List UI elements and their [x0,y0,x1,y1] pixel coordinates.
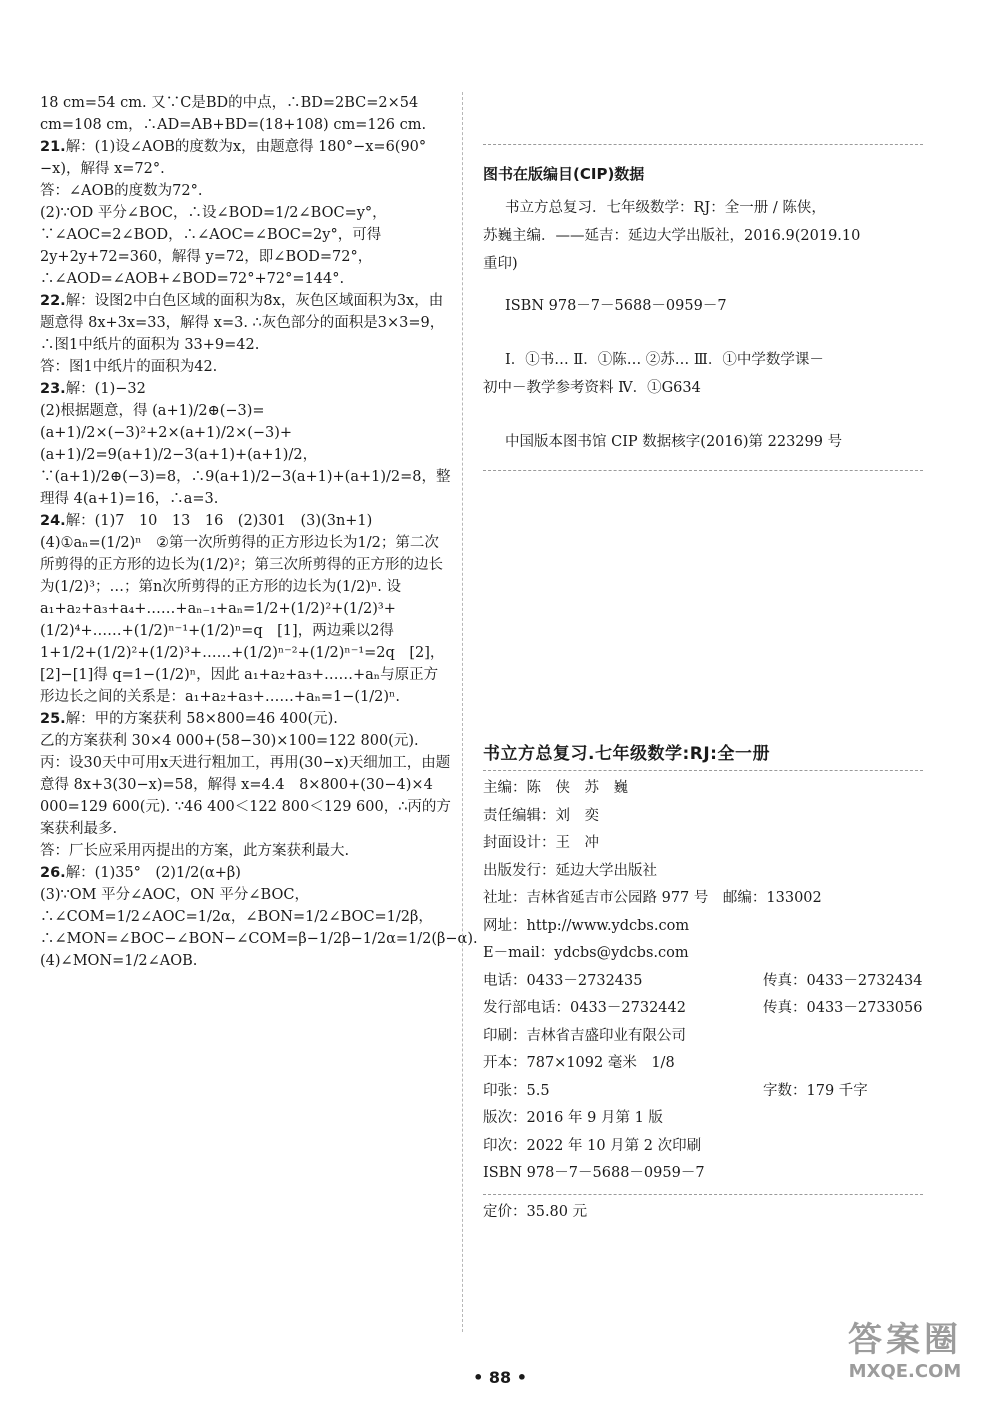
answer-text: 答：∠AOB的度数为72°. [40,183,203,199]
printing-text: 印次：2022 年 10 月第 2 次印刷 [483,1137,702,1154]
question-number: 21. [40,139,66,155]
answer-22 [40,290,452,378]
answer-text: 答：图1中纸片的面积为42. [40,359,218,375]
answer-text: 解：(1)7 10 13 16 (2)301 (3)(3n+1) [65,513,373,529]
email-text: E－mail：ydcbs@ydcbs.com [483,945,689,961]
cip-isbn: ISBN 978－7－5688－0959－7 [505,298,727,314]
answer-text: 答：厂长应采用丙提出的方案，此方案获利最大. [40,843,350,859]
distribution-row [483,995,923,1023]
answer-text: (3)∵OM 平分∠AOC，ON 平分∠BOC，∴∠COM=1/2∠AOC=1/2α，∠BON=1/2∠BOC=1/2β，∴∠MON=∠BOC−∠BON−∠COM=β−1/2β−1/2α=1/2(β−α). [40,887,478,947]
answer-continuation: 18 cm=54 cm. 又∵C是BD的中点，∴BD=2BC=2×54 cm=108 cm，∴AD=AB+BD=(18+108) cm=126 cm. [40,95,427,133]
printing [483,1133,923,1161]
fax-text: 传真：0433－2732434 [763,972,923,989]
answer-text: 解：(1)35° (2)1/2(α+β) [65,865,241,881]
book-title: 书立方总复习.七年级数学:RJ:全一册 [483,744,770,764]
question-number: 26. [40,865,66,881]
distribution-phone-text: 发行部电话：0433－2732442 [483,1000,686,1016]
answer-text: 解：设图2中白色区域的面积为8x，灰色区域面积为3x，由题意得 8x+3x=33，解得 x=3. ∴灰色部分的面积是3×3=9，∴图1中纸片的面积为 33+9=42. [40,293,445,353]
format-text: 开本：787×1092 毫米 1/8 [483,1055,675,1071]
watermark-text: 答案圈 [848,1320,962,1360]
cip-line: 重印) [483,256,518,272]
question-number: 22. [40,293,66,309]
phone-fax-row [483,968,923,996]
printer [483,1023,923,1051]
watermark-logo [820,1320,990,1400]
answer-text: 解：(1)−32 [65,381,146,397]
cip-title: 图书在版编目(CIP)数据 [483,165,645,183]
price-rule [483,1194,923,1195]
answer-text: (4)∠MON=1/2∠AOB. [40,953,198,969]
cip-line: 书立方总复习．七年级数学：RJ：全一册 / 陈侠， [505,200,826,216]
editor-info [483,775,923,803]
question-number: 24. [40,513,66,529]
answer-text: 丙：设30天中可用x天进行粗加工，再用(30−x)天细加工，由题意得 8x+3(30−x)=58，解得 x=4.4 8×800+(30−4)×4 000=129 600(元). ∵46 400＜122 800＜129 600，∴丙的方案获利最多. [40,755,451,837]
answer-text: 乙的方案获利 30×4 000+(58−30)×100=122 800(元). [40,733,419,749]
cover-designer-text: 封面设计：王 冲 [483,835,599,851]
publisher-text: 出版发行：延边大学出版社 [483,862,657,879]
page-number: • 88 • [473,1368,527,1387]
answer-23 [40,378,452,510]
cover-designer [483,830,923,858]
phone-text: 电话：0433－2732435 [483,972,643,989]
cip-record: 中国版本图书馆 CIP 数据核字(2016)第 223299 号 [505,434,843,450]
price [483,1199,923,1227]
answer-text: (2)根据题意，得 (a+1)/2⊕(−3)=(a+1)/2×(−3)²+2×(a+1)/2×(−3)+(a+1)/2=9(a+1)/2−3(a+1)+(a+1)/2，∵(a+1)/2⊕(−3)=8，∴9(a+1)/2−3(a+1)+(a+1)/2=8，整理得 4(a+1)=16，∴a=3. [40,403,451,507]
printer-text: 印刷：吉林省吉盛印业有限公司 [483,1027,686,1044]
isbn [483,1160,923,1188]
watermark-url: MXQE.COM [848,1361,962,1382]
answer-text: 解：甲的方案获利 58×800=46 400(元). [65,711,338,727]
answer-24 [40,510,452,708]
sheets-text: 印张：5.5 [483,1082,550,1099]
answer-25 [40,708,452,862]
answer-column [40,92,478,972]
cip-line: 苏巍主编．——延吉：延边大学出版社，2016.9(2019.10 [483,228,861,244]
price-text: 定价：35.80 元 [483,1203,588,1220]
answer-text: 解：(1)设∠AOB的度数为x，由题意得 180°−x=6(90°−x)，解得 x=72°. [40,139,427,177]
answer-text: (4)①aₙ=(1/2)ⁿ ②第一次所剪得的正方形边长为1/2；第二次所剪得的正方形的边长为(1/2)²；第三次所剪得的正方形的边长为(1/2)³；…；第n次所剪得的正方形的边长为(1/2)ⁿ. 设 a₁+a₂+a₃+a₄+……+aₙ₋₁+aₙ=1/2+(1/2)²+(1/2)³+(1/2)⁴+……+(1/2)ⁿ⁻¹+(1/2)ⁿ=q [1]，两边乘以2得 1+1/2+(1/2)²+(1/2)³+……+(1/2)ⁿ⁻²+(1/2)ⁿ⁻¹=2q [2]，[2]−[1]得 q=1−(1/2)ⁿ，因此 a₁+a₂+a₃+……+aₙ与原正方形边长之间的关系是：a₁+a₂+a₃+……+aₙ=1−(1/2)ⁿ. [40,535,445,705]
cip-classification: 初中－教学参考资料 Ⅳ．①G634 [483,380,701,396]
cip-top-rule [483,144,923,145]
title-rule [483,770,923,771]
address-text: 社址：吉林省延吉市公园路 977 号 邮编：133002 [483,890,822,906]
column-divider [462,92,463,1332]
answer-21 [40,136,452,290]
edition-text: 版次：2016 年 9 月第 1 版 [483,1110,663,1126]
responsible-editor-text: 责任编辑：刘 奕 [483,807,599,824]
website-text: 网址：http://www.ydcbs.com [483,917,690,934]
imprint-column [483,92,923,1226]
isbn-text: ISBN 978－7－5688－0959－7 [483,1165,705,1181]
publisher [483,858,923,886]
words-text: 字数：179 千字 [763,1082,868,1099]
format [483,1050,923,1078]
question-number: 23. [40,381,66,397]
edition [483,1105,923,1133]
email [483,940,923,968]
address [483,885,923,913]
question-number: 25. [40,711,66,727]
sheets-words-row [483,1078,923,1106]
answer-text: (2)∵OD 平分∠BOC，∴设∠BOD=1/2∠BOC=y°，∵∠AOC=2∠BOD，∴∠AOC=∠BOC=2y°，可得 2y+2y+72=360，解得 y=72，即∠BOD=72°，∴∠AOD=∠AOB+∠BOD=72°+72°=144°. [40,205,387,287]
distribution-fax-text: 传真：0433－2733056 [763,1000,923,1016]
website [483,913,923,941]
publication-info [483,739,923,1226]
editor-text: 主编：陈 侠 苏 巍 [483,780,628,796]
cip-block [483,163,923,470]
answer-26 [40,862,478,972]
cip-classification: Ⅰ．①书… Ⅱ．①陈… ②苏… Ⅲ．①中学数学课－ [505,352,824,368]
responsible-editor [483,803,923,831]
